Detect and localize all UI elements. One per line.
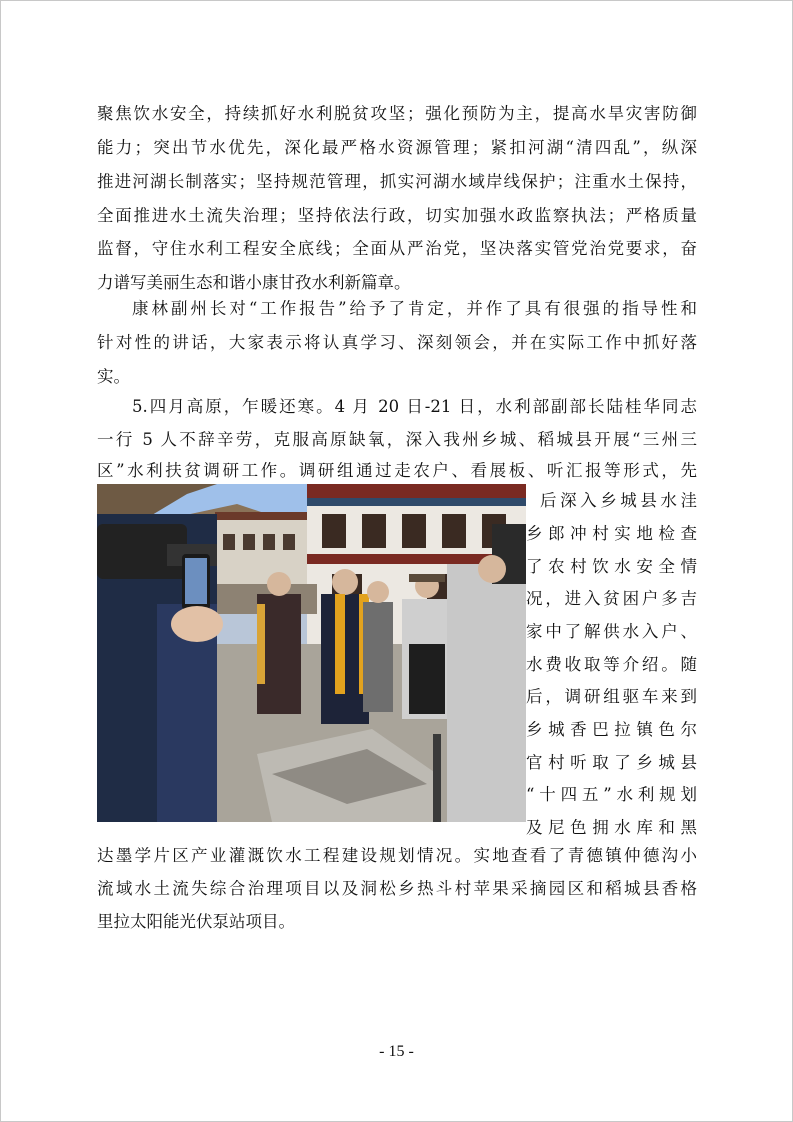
- text-line: 及尼色拥水库和黑: [526, 818, 697, 837]
- text-line: 达墨学片区产业灌溉饮水工程建设规划情况。实地查看了青德镇仲德沟小: [97, 846, 697, 865]
- text-line: 一行 5 人不辞辛劳，克服高原缺氧，深入我州乡城、稻城县开展“三州三: [97, 430, 697, 449]
- text-line: 聚焦饮水安全，持续抓好水利脱贫攻坚；强化预防为主，提高水旱灾害防御: [97, 104, 697, 123]
- text-line: 乡城香巴拉镇色尔: [526, 720, 697, 739]
- site-visit-photo: [97, 484, 526, 822]
- text-line: 针对性的讲话，大家表示将认真学习、深刻领会，并在实际工作中抓好落: [97, 333, 697, 352]
- text-line: 区”水利扶贫调研工作。调研组通过走农户、看展板、听汇报等形式，先: [97, 461, 697, 480]
- text-line: 5.四月高原，乍暖还寒。4 月 20 日-21 日，水利部副部长陆桂华同志: [132, 397, 697, 416]
- text-line: 能力；突出节水优先，深化最严格水资源管理；紧扣河湖“清四乱”，纵深: [97, 138, 697, 157]
- text-line: 力谱写美丽生态和谐小康甘孜水利新篇章。: [97, 273, 411, 292]
- text-line: 乡郎冲村实地检查: [526, 524, 697, 543]
- text-line: 实。: [97, 367, 130, 386]
- text-line: 全面推进水土流失治理；坚持依法行政，切实加强水政监察执法；严格质量: [97, 206, 697, 225]
- text-line: 推进河湖长制落实；坚持规范管理，抓实河湖水域岸线保护；注重水土保持，: [97, 172, 697, 191]
- text-line: 水费收取等介绍。随: [526, 655, 697, 674]
- text-line: 后深入乡城县水洼: [540, 491, 697, 510]
- text-line: 家中了解供水入户、: [526, 622, 697, 641]
- text-line: 监督，守住水利工程安全底线；全面从严治党，坚决落实管党治党要求，奋: [97, 239, 697, 258]
- text-line: 了农村饮水安全情: [526, 557, 697, 576]
- text-line: 康林副州长对“工作报告”给予了肯定，并作了具有很强的指导性和: [132, 299, 697, 318]
- text-line: 后，调研组驱车来到: [526, 687, 697, 706]
- text-line: 流域水土流失综合治理项目以及洞松乡热斗村苹果采摘园区和稻城县香格: [97, 879, 697, 898]
- text-line: 官村听取了乡城县: [526, 753, 697, 772]
- text-line: 里拉太阳能光伏泵站项目。: [97, 912, 295, 931]
- text-line: 况，进入贫困户多吉: [526, 589, 697, 608]
- text-line: “十四五”水利规划: [526, 785, 697, 804]
- page-number: - 15 -: [379, 1043, 414, 1060]
